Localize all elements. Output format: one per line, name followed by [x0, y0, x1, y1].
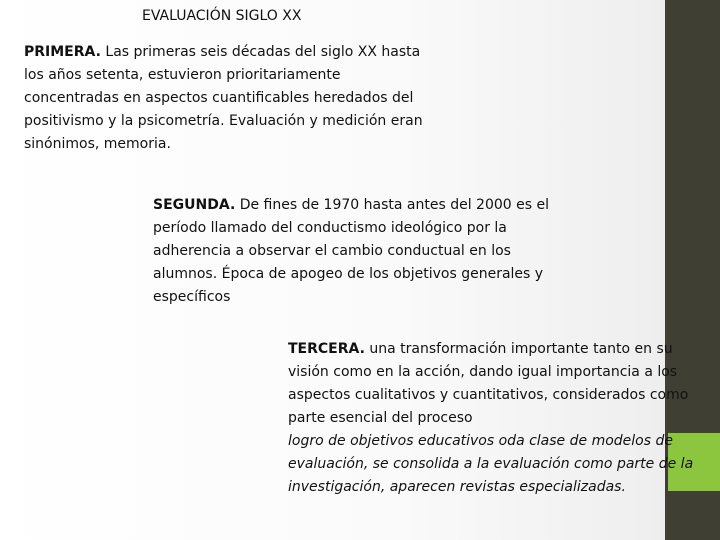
- primera-label: PRIMERA.: [24, 44, 101, 60]
- tercera-paragraph: [288, 338, 698, 499]
- segunda-label: SEGUNDA.: [153, 197, 236, 213]
- primera-text: Las primeras seis décadas del siglo XX hasta los años setenta, estuvieron prioritariamente concentradas en aspectos cuantificables heredados del positivismo y la psicometría. Evaluación y medición eran sinónimos, memoria.: [24, 44, 423, 152]
- tercera-label: TERCERA.: [288, 341, 365, 357]
- segunda-paragraph: [153, 194, 553, 309]
- slide-title: EVALUACIÓN SIGLO XX: [142, 8, 302, 24]
- segunda-text: De fines de 1970 hasta antes del 2000 es el período llamado del conductismo ideológico por la adherencia a observar el cambio conductual en los alumnos. Época de apogeo de los objetivos generales y específicos: [153, 197, 549, 305]
- primera-paragraph: [24, 41, 424, 156]
- tercera-text: una transformación importante tanto en su visión como en la acción, dando igual importancia a los aspectos cualitativos y cuantitativos, considerados como parte esencial del proceso: [288, 341, 689, 426]
- tercera-italic-text: logro de objetivos educativos oda clase de modelos de evaluación, se consolida a la evaluación como parte de la investigación, aparecen revistas especializadas.: [288, 433, 694, 495]
